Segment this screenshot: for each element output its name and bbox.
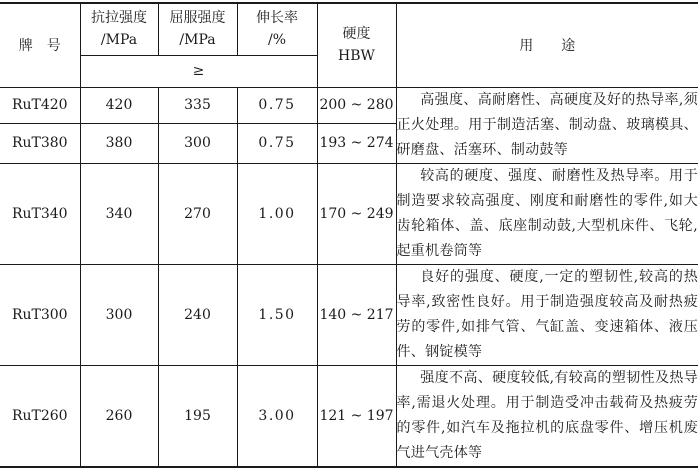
use-cell	[396, 163, 698, 264]
table-row	[0, 365, 698, 467]
table-row	[0, 163, 698, 264]
header-grade: 牌 号	[0, 3, 80, 87]
elongation-cell: 1.50	[237, 264, 317, 365]
use-cell	[396, 365, 698, 467]
table-row	[0, 87, 698, 123]
yield-cell: 300	[158, 123, 237, 163]
header-min-sign: ≥	[80, 55, 317, 87]
hardness-cell: 121 ~ 197	[317, 365, 396, 467]
grade-cell: RuT420	[0, 87, 80, 123]
yield-cell: 195	[158, 365, 237, 467]
hardness-cell: 170 ~ 249	[317, 163, 396, 264]
use-text: 强度不高、硬度较低,有较高的塑韧性及热导率,需退火处理。用于制造受冲击载荷及热疲劳的零件,如汽车及拖拉机的底盘零件、增压机废气进气壳体等	[396, 369, 698, 461]
header-tensile-name: 抗拉强度	[91, 10, 147, 27]
use-cell	[396, 87, 698, 163]
elongation-cell: 1.00	[237, 163, 317, 264]
grade-cell: RuT260	[0, 365, 80, 467]
tensile-cell: 420	[80, 87, 158, 123]
properties-table	[0, 2, 698, 468]
header-hardness-unit: HBW	[338, 48, 375, 65]
table-row	[0, 264, 698, 365]
header-elongation-unit: /%	[267, 32, 287, 49]
header-hardness	[317, 3, 396, 87]
header-elongation-name: 伸长率	[256, 10, 298, 27]
tensile-cell: 380	[80, 123, 158, 163]
use-text: 较高的硬度、强度、耐磨性及热导率。用于制造要求较高强度、刚度和耐磨性的零件,如大齿轮箱体、盖、底座制动鼓,大型机床件、飞轮,起重机卷筒等	[396, 167, 698, 259]
use-cell	[396, 264, 698, 365]
header-tensile-unit: /MPa	[100, 32, 138, 49]
yield-cell: 335	[158, 87, 237, 123]
elongation-cell: 0.75	[237, 123, 317, 163]
use-text: 良好的强度、硬度,一定的塑韧性,较高的热导率,致密性良好。用于制造强度较高及耐热疲劳的零件,如排气管、气缸盖、变速箱体、液压件、钢锭模等	[396, 268, 698, 360]
header-tensile	[80, 3, 158, 55]
grade-cell: RuT380	[0, 123, 80, 163]
header-yield	[158, 3, 237, 55]
elongation-cell: 0.75	[237, 87, 317, 123]
grade-cell: RuT300	[0, 264, 80, 365]
header-hardness-name: 硬度	[342, 26, 371, 43]
yield-cell: 240	[158, 264, 237, 365]
header-use: 用 途	[396, 3, 698, 87]
use-text: 高强度、高耐磨性、高硬度及好的热导率,须正火处理。用于制造活塞、制动盘、玻璃模具、研磨盘、活塞环、制动鼓等	[396, 91, 698, 158]
elongation-cell: 3.00	[237, 365, 317, 467]
hardness-cell: 200 ~ 280	[317, 87, 396, 123]
tensile-cell: 340	[80, 163, 158, 264]
header-yield-unit: /MPa	[179, 32, 216, 49]
tensile-cell: 260	[80, 365, 158, 467]
hardness-cell: 140 ~ 217	[317, 264, 396, 365]
header-elongation	[237, 3, 317, 55]
tensile-cell: 300	[80, 264, 158, 365]
header-yield-name: 屈服强度	[169, 10, 226, 27]
hardness-cell: 193 ~ 274	[317, 123, 396, 163]
yield-cell: 270	[158, 163, 237, 264]
grade-cell: RuT340	[0, 163, 80, 264]
